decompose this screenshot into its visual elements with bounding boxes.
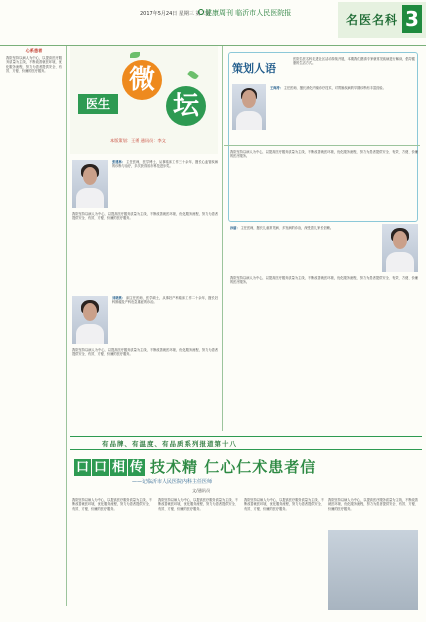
banner-tan: 坛	[166, 86, 206, 126]
banner-yi: 医生	[78, 94, 118, 114]
feature-subtitle: ——记临沂市人民医院内科主任医师	[132, 479, 213, 485]
promo-bar	[70, 436, 422, 450]
feature-body: 我院坚持以病人为中心，以提高医疗服务质量为主线，不断改善就医环境，优化服务流程，努力为患者提供安全、有效、方便、价廉的医疗服务。	[244, 498, 324, 511]
section-title: 名医名科	[346, 13, 399, 27]
banner-wei: 微	[122, 60, 162, 100]
doctor-forum-banner	[70, 46, 218, 154]
doctor-photo	[382, 224, 418, 272]
headline-rest: 技术精 仁心仁术患者信	[150, 458, 317, 476]
left-column	[6, 46, 62, 606]
section-number: 3	[402, 5, 422, 33]
headline-char: 口	[75, 460, 89, 475]
paper-name: 健康周刊 临沂市人民医院报	[205, 9, 292, 17]
leaf-decoration-icon	[130, 52, 140, 58]
doctor-bio-text: 主任医师，医学博士，从事临床工作三十余年，擅长心血管疾病的诊断与治疗，多次获得省市科技进步奖。	[112, 160, 218, 169]
doctor-bio-text: 主任医师，擅长消化内镜诊疗技术，对胃肠疾病的早期诊断有丰富经验。	[283, 86, 386, 90]
strategy-title: 策划人语	[232, 62, 276, 75]
doctor-photo	[232, 84, 266, 130]
doctor-bio	[112, 160, 218, 208]
doctor-name: 刘晓燕：	[112, 296, 126, 300]
feature-body: 我院坚持以病人为中心，以提高医疗服务质量为主线，不断改善就医环境，优化服务流程，努力为患者提供安全、有效、方便、价廉的医疗服务。	[72, 498, 152, 511]
headline-char: 传	[129, 460, 143, 475]
doctor-name: 王海涛：	[270, 86, 283, 90]
doctor-name: 孙丽：	[230, 226, 240, 230]
issue-date: 2017年5月24日 星期三 第三版	[140, 11, 211, 17]
section-rule	[224, 145, 420, 146]
feature-body: 我院坚持以病人为中心，以提高医疗服务质量为主线，不断改善就医环境，优化服务流程，努力为患者提供安全、有效、方便、价廉的医疗服务。	[328, 498, 418, 511]
newspaper-logo-icon	[198, 9, 204, 15]
article-body: 我院坚持以病人为中心，以提高医疗服务质量为主线，不断改善就医环境，优化服务流程，努力为患者提供安全、有效、方便、价廉的医疗服务。	[72, 212, 218, 221]
section-banner	[338, 2, 426, 38]
doctor-bio-text: 主任医师，擅长儿童常见病、多发病的诊治，深受患儿家长信赖。	[240, 226, 334, 230]
article-body: 我院坚持以病人为中心，以提高医疗服务质量为主线，不断改善就医环境，优化服务流程，努力为患者提供安全、有效、方便、价廉的医疗服务。	[72, 348, 218, 357]
strategy-intro: 医院名医名科走进社区活动持续开展，本期我们邀请专家就常见疾病进行解读，倡导健康的生活方式。	[293, 57, 415, 66]
feature-headline	[74, 454, 418, 480]
column-divider	[222, 46, 223, 431]
headline-char: 口	[93, 460, 107, 475]
feature-author: 文/通讯员	[192, 488, 211, 493]
doctor-bio-text: 副主任医师，医学硕士，从事妇产科临床工作二十余年，擅长妇科肿瘤及产科危急重症的诊治。	[112, 296, 218, 305]
left-column-heading: 心系患者	[25, 48, 43, 53]
article-body: 我院坚持以病人为中心，以提高医疗服务质量为主线，不断改善就医环境，优化服务流程，努力为患者提供安全、有效、方便、价廉的医疗服务。	[230, 276, 418, 285]
feature-body: 我院坚持以病人为中心，以提高医疗服务质量为主线，不断改善就医环境，优化服务流程，努力为患者提供安全、有效、方便、价廉的医疗服务。	[158, 498, 238, 511]
left-column-body: 我院坚持以病人为中心，以提高医疗服务质量为主线，不断改善就医环境，优化服务流程，努力为患者提供安全、有效、方便、价廉的医疗服务。	[6, 56, 62, 73]
banner-subtitle: 本版策划：王勇 通讯员：李文	[110, 138, 166, 143]
promo-text: 有品牌、有温度、有品质系列报道第十八	[102, 440, 237, 448]
doctor-photo	[72, 296, 108, 344]
leaf-decoration-icon	[187, 69, 199, 80]
feature-photo	[328, 530, 418, 610]
article-body: 我院坚持以病人为中心，以提高医疗服务质量为主线，不断改善就医环境，优化服务流程，努力为患者提供安全、有效、方便、价廉的医疗服务。	[230, 150, 418, 159]
doctor-name: 张建林：	[112, 160, 126, 164]
doctor-bio	[270, 86, 416, 130]
headline-char: 相	[111, 460, 125, 475]
doctor-bio	[112, 296, 218, 344]
column-divider	[66, 46, 67, 606]
doctor-photo	[72, 160, 108, 208]
doctor-bio	[230, 226, 378, 272]
page-header	[0, 0, 426, 46]
